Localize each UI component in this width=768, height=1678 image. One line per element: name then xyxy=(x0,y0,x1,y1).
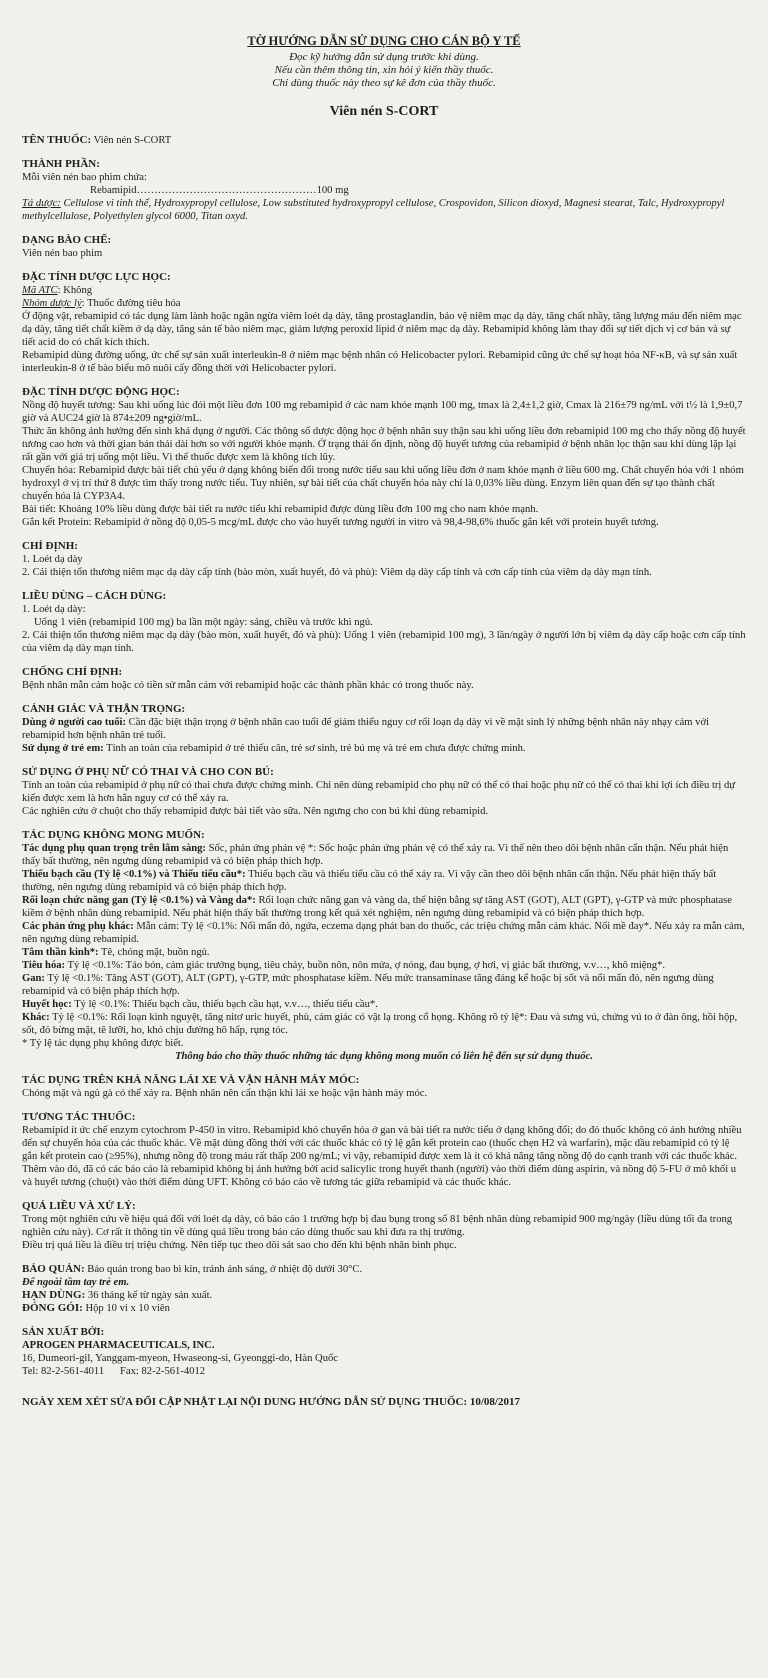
indication-1: 1. Loét dạ dày xyxy=(22,554,83,565)
excipients-label: Tá dược: xyxy=(22,198,61,209)
composition-intro: Mỗi viên nén bao phim chứa: xyxy=(22,172,147,183)
contraindications-section xyxy=(22,666,746,692)
storage-label: BẢO QUẢN: xyxy=(22,1263,85,1275)
manufacturer-section xyxy=(22,1326,746,1378)
shelf-life-label: HẠN DÙNG: xyxy=(22,1289,86,1301)
packing-text: Hộp 10 vỉ x 10 viên xyxy=(82,1303,170,1314)
excipients-text: Cellulose vi tinh thể, Hydroxypropyl cellulose, Low substituted hydroxypropyl cellulose, Crospovidon, Silicon dioxyd, Magnesi stearat, Talc, Hydroxypropyl methylcellulose, Polyethylen glycol 6000, Titan oxyd. xyxy=(22,198,725,222)
excipients xyxy=(22,197,746,223)
form-heading: DẠNG BÀO CHẾ: xyxy=(22,234,112,246)
composition-section xyxy=(22,158,746,223)
overdose-heading: QUÁ LIỀU VÀ XỬ LÝ: xyxy=(22,1200,136,1212)
adverse-9-label: Khác: xyxy=(22,1012,50,1023)
pharmacokinetics-heading: ĐẶC TÍNH DƯỢC ĐỘNG HỌC: xyxy=(22,386,180,398)
warning-children-text: Tính an toàn của rebamipid ở trẻ thiếu cân, trẻ sơ sinh, trẻ bú mẹ và trẻ em chưa được chứng minh. xyxy=(103,743,526,754)
group-value: : Thuốc đường tiêu hóa xyxy=(81,298,181,309)
pharmacokinetics-p3: Chuyển hóa: Rebamipid được bài tiết chủ yếu ở dạng không biến đổi trong nước tiểu sau khi uống liều đơn ở nam khỏe mạnh ở liều 600 mg. Chất chuyển hóa với 1 nhóm hydroxyl ở vị trí thứ 8 được tìm thấy trong nước tiểu. Tuy nhiên, sự bài tiết của chất chuyển hóa này chỉ là 0,03% liều dùng. Enzym liên quan đến sự tạo thành chất chuyển hóa là CYP3A4. xyxy=(22,465,744,502)
packing-line xyxy=(22,1302,746,1315)
dosage-section xyxy=(22,590,746,655)
overdose-p2: Điều trị quá liều là điều trị triệu chứng. Nên tiếp tục theo dõi sát sao cho đến khi bệnh nhân bình phục. xyxy=(22,1240,457,1251)
dosage-heading: LIỀU DÙNG – CÁCH DÙNG: xyxy=(22,590,167,602)
adverse-9-text: Tỷ lệ <0.1%: Rối loạn kinh nguyệt, tăng nitơ uric huyết, phù, cảm giác có vật lạ trong cổ họng. Không rõ tỷ lệ*: Đau và sưng vú, chứng vú to ở đàn ông, hồi hộp, sốt, đỏ bừng mặt, tê lưỡi, ho, khó chịu đường hô hấp, rụng tóc. xyxy=(22,1012,738,1036)
adverse-8-text: Tỷ lệ <0.1%: Thiếu bạch cầu, thiếu bạch cầu hạt, v.v…, thiếu tiểu cầu*. xyxy=(71,999,378,1010)
pharmacokinetics-p2: Thức ăn không ảnh hưởng đến sinh khả dụng ở người. Các thông số dược động học ở bệnh nhân suy thận sau khi uống liều đơn rebamipid 100 mg cho thấy nồng độ huyết tương cao hơn và thời gian bán thải dài hơn so với người khỏe mạnh. Ở trạng thái ổn định, nồng độ huyết tương của rebamipid ở bệnh nhân lọc thận sau khi dùng lặp lại rất gần với giá trị uống một liều. Vì thế thuốc được xem là không tích lũy. xyxy=(22,426,746,463)
product-title: Viên nén S-CORT xyxy=(329,104,439,119)
adverse-6-label: Tiêu hóa: xyxy=(22,960,66,971)
warnings-section xyxy=(22,703,746,755)
manufacturer-address: 16, Dumeori-gil, Yanggam-myeon, Hwaseong-si, Gyeonggi-do, Hàn Quốc xyxy=(22,1353,338,1364)
pregnancy-heading: SỬ DỤNG Ở PHỤ NỮ CÓ THAI VÀ CHO CON BÚ: xyxy=(22,766,274,778)
adverse-7-label: Gan: xyxy=(22,973,45,984)
pregnancy-p1: Tính an toàn của rebamipid ở phụ nữ có thai chưa được chứng minh. Chỉ nên dùng rebamipid cho phụ nữ có thể có thai hoặc phụ nữ có thể có thai khi lợi ích điều trị dự kiến được xem là hơn hẳn nguy cơ có thể xảy ra. xyxy=(22,780,736,804)
warning-elderly-label: Dùng ở người cao tuổi: xyxy=(22,717,127,728)
adverse-6 xyxy=(22,959,746,972)
storage-line xyxy=(22,1263,746,1276)
warning-children-label: Sử dụng ở trẻ em: xyxy=(22,743,104,754)
warnings-heading: CẢNH GIÁC VÀ THẬN TRỌNG: xyxy=(22,703,186,715)
pharmacodynamics-section xyxy=(22,271,746,375)
header-line-2: Nếu cần thêm thông tin, xin hỏi ý kiến thầy thuốc. xyxy=(274,64,494,76)
atc-value: : Không xyxy=(57,285,93,296)
adverse-2 xyxy=(22,868,746,894)
pharmacokinetics-p4: Bài tiết: Khoảng 10% liều dùng được bài tiết ra nước tiểu khi rebamipid được dùng liều đơn 100 mg cho nam khỏe mạnh. xyxy=(22,504,539,515)
adverse-9 xyxy=(22,1011,746,1037)
adverse-note: Thông báo cho thầy thuốc những tác dụng không mong muốn có liên hệ đến sự sử dụng thuốc. xyxy=(175,1051,593,1062)
drug-name-label: TÊN THUỐC: xyxy=(22,134,92,146)
adverse-3 xyxy=(22,894,746,920)
shelf-life-line xyxy=(22,1289,746,1302)
interactions-heading: TƯƠNG TÁC THUỐC: xyxy=(22,1111,136,1123)
atc-label: Mã ATC xyxy=(22,285,58,296)
pharmacokinetics-section xyxy=(22,386,746,529)
revision-date: NGÀY XEM XÉT SỬA ĐỔI CẬP NHẬT LẠI NỘI DUNG HƯỚNG DẪN SỬ DỤNG THUỐC: 10/08/2017 xyxy=(22,1396,520,1408)
adverse-4-text: Mẫn cảm: Tỷ lệ <0.1%: Nổi mẩn đỏ, ngứa, eczema dạng phát ban do thuốc, các triệu chứng mẫn cảm khác. Nổi mề đay*. Nếu xảy ra mẫn cảm, nên ngưng dùng rebamipid. xyxy=(22,921,745,945)
driving-section xyxy=(22,1074,746,1100)
adverse-6-text: Tỷ lệ <0.1%: Táo bón, cảm giác trướng bụng, tiêu chảy, buồn nôn, nôn mửa, ợ nóng, đau bụng, ợ hơi, vị giác bất thường, v.v…, khô miệng*. xyxy=(65,960,666,971)
storage-section xyxy=(22,1263,746,1315)
adverse-2-label: Thiếu bạch cầu (Tỷ lệ <0.1%) và Thiếu tiểu cầu*: xyxy=(22,869,246,880)
interactions-section xyxy=(22,1111,746,1189)
packing-label: ĐÓNG GÓI: xyxy=(22,1302,83,1314)
pharmacokinetics-p1: Nồng độ huyết tương: Sau khi uống lúc đói một liều đơn 100 mg rebamipid ở các nam khỏe mạnh 100 mg, tmax là 2,4±1,2 giờ, Cmax là 216±79 ng/mL với t½ là 1,9±0,7 giờ và AUC24 giờ là 874±209 ng•giờ/mL. xyxy=(22,400,743,424)
adverse-1 xyxy=(22,842,746,868)
leaflet-header xyxy=(22,34,746,90)
interactions-text: Rebamipid ít ức chế enzym cytochrom P-450 in vitro. Rebamipid khó chuyển hóa ở gan và bài tiết ra nước tiểu ở dạng không đổi; do đó thuốc không có ảnh hưởng nhiều đến sự chuyển hóa của các thuốc khác. Về mặt dùng đồng thời với các thuốc khác có tỷ lệ gắn kết protein cao (thuốc chẹn H2 và warfarin), mặc dầu rebamipid có tỷ lệ gắn kết protein cao (≥95%), nhưng nồng độ trong máu rất thấp 200 ng/mL; vì vậy, rebamipid được xem là ít có khả năng tăng nồng độ do cạnh tranh với các thuốc khác. Thêm vào đó, đã có các báo cáo là rebamipid không bị ảnh hưởng bởi acid salicylic trong huyết thanh (người) vào thời điểm dùng aspirin, và nồng độ 5-FU ở mô khối u và huyết tương (chuột) vào thời điểm dùng UFT. Không có báo cáo về tương tác giữa rebamipid và các thuốc khác. xyxy=(22,1125,742,1188)
manufacturer-name: APROGEN PHARMACEUTICALS, INC. xyxy=(22,1340,215,1351)
atc-line xyxy=(22,284,746,297)
adverse-8 xyxy=(22,998,746,1011)
adverse-heading: TÁC DỤNG KHÔNG MONG MUỐN: xyxy=(22,829,205,841)
adverse-section xyxy=(22,829,746,1063)
indications-section xyxy=(22,540,746,579)
composition-ingredient: Rebamipid……………………………………………100 mg xyxy=(90,185,349,196)
adverse-5-label: Tâm thần kinh*: xyxy=(22,947,99,958)
adverse-1-text: Sốc, phản ứng phản vệ *: Sốc hoặc phản ứng phản vệ có thể xảy ra. Vì thế nên theo dõi bệnh nhân cẩn thận. Nếu phát hiện thấy bất thường, nên ngưng dùng rebamipid và có biện pháp thích hợp. xyxy=(22,843,729,867)
dosage-1: 1. Loét dạ dày: xyxy=(22,604,86,615)
pharmacodynamics-heading: ĐẶC TÍNH DƯỢC LỰC HỌC: xyxy=(22,271,171,283)
drug-name-value: Viên nén S-CORT xyxy=(93,135,172,146)
contraindications-heading: CHỐNG CHỈ ĐỊNH: xyxy=(22,666,123,678)
pharmacokinetics-p5: Gắn kết Protein: Rebamipid ở nồng độ 0,05-5 mcg/mL được cho vào huyết tương người in vitro và 98,4-98,6% thuốc gắn kết với protein huyết tương. xyxy=(22,517,659,528)
shelf-life-text: 36 tháng kể từ ngày sản xuất. xyxy=(85,1290,213,1301)
adverse-8-label: Huyết học: xyxy=(22,999,72,1010)
group-line xyxy=(22,297,746,310)
warning-elderly-text: Cần đặc biệt thận trọng ở bệnh nhân cao tuổi để giảm thiểu nguy cơ rối loạn dạ dày vì về mặt sinh lý những bệnh nhân này nhạy cảm với rebamipid hơn bệnh nhân trẻ tuổi. xyxy=(22,717,710,741)
overdose-section xyxy=(22,1200,746,1252)
adverse-3-text: Rối loạn chức năng gan và vàng da, thể hiện bằng sự tăng AST (GOT), ALT (GPT), γ-GTP và mức phosphatase kiềm ở bệnh nhân dùng rebamipid. Nếu phát hiện thấy bất thường trong kết quả xét nghiệm, nên ngưng dùng rebamipid và có biện pháp thích hợp. xyxy=(22,895,732,919)
adverse-4 xyxy=(22,920,746,946)
indication-2: 2. Cải thiện tổn thương niêm mạc dạ dày cấp tính (bào mòn, xuất huyết, đỏ và phù): Viêm dạ dày cấp tính và cơn cấp tính của viêm dạ dày mạn tính. xyxy=(22,567,652,578)
adverse-4-label: Các phản ứng phụ khác: xyxy=(22,921,134,932)
overdose-p1: Trong một nghiên cứu về hiệu quả đối với loét dạ dày, có báo cáo 1 trường hợp bị đau bụng trong số 81 bệnh nhân dùng rebamipid 900 mg/ngày (liều dùng tối đa trong nghiên cứu này). Cơ rất ít thông tin về dùng quá liều trong báo cáo dùng thuốc sau khi đưa ra thị trường. xyxy=(22,1214,733,1238)
dosage-2: 2. Cải thiện tổn thương niêm mạc dạ dày (bào mòn, xuất huyết, đỏ và phù): Uống 1 viên (rebamipid 100 mg), 3 lần/ngày ở người lớn bị viêm dạ dày cấp hoặc cơn cấp tính của viêm dạ dày mạn tính. xyxy=(22,630,746,654)
drug-name-section xyxy=(22,134,746,147)
contraindications-text: Bệnh nhân mẫn cảm hoặc có tiền sử mẫn cảm với rebamipid hoặc các thành phần khác có trong thuốc này. xyxy=(22,680,474,691)
adverse-3-label: Rối loạn chức năng gan (Tỷ lệ <0.1%) và Vàng da*: xyxy=(22,895,256,906)
driving-heading: TÁC DỤNG TRÊN KHẢ NĂNG LÁI XE VÀ VẬN HÀNH MÁY MÓC: xyxy=(22,1074,360,1086)
header-line-1: Đọc kỹ hướng dẫn sử dụng trước khi dùng. xyxy=(289,51,479,63)
manufacturer-contact: Tel: 82-2-561-4011 Fax: 82-2-561-4012 xyxy=(22,1366,206,1377)
pregnancy-p2: Các nghiên cứu ở chuột cho thấy rebamipid được bài tiết vào sữa. Nên ngưng cho con bú khi dùng rebamipid. xyxy=(22,806,489,817)
pharmacodynamics-p2: Rebamipid dùng đường uống, ức chế sự sản xuất interleukin-8 ở niêm mạc bệnh nhân có Helicobacter pylori. Rebamipid cũng ức chế sự hoạt hóa NF-κB, và sự sản xuất interleukin-8 ở tế bào biểu mô nuôi cấy đồng thời với Helicobacter pylori. xyxy=(22,350,738,374)
pregnancy-section xyxy=(22,766,746,818)
adverse-7 xyxy=(22,972,746,998)
adverse-7-text: Tỷ lệ <0.1%: Tăng AST (GOT), ALT (GPT), γ-GTP, mức phosphatase kiềm. Nếu mức transaminase tăng đáng kể hoặc bị sốt và nổi mẩn đỏ, nên ngưng dùng rebamipid và có biện pháp thích hợp. xyxy=(22,973,714,997)
adverse-footnote: * Tỷ lệ tác dụng phụ không được biết. xyxy=(22,1038,184,1049)
pharmacodynamics-p1: Ở động vật, rebamipid có tác dụng làm lành hoặc ngăn ngừa viêm loét dạ dày, tăng prostaglandin, bảo vệ niêm mạc dạ dày, tăng chất nhầy, tăng lượng máu đến niêm mạc dạ dày, tăng tiết chất kiềm ở dạ dày, tăng sản tế bào niêm mạc, giảm lượng peroxid lipid ở niêm mạc dạ dày. Rebamipid không làm thay đổi sự tiết dịch vị cơ bản và sự tiết acid do có chất kích thích. xyxy=(22,311,742,348)
form-value: Viên nén bao phim xyxy=(22,248,103,259)
storage-note: Để ngoài tầm tay trẻ em. xyxy=(22,1277,130,1288)
dosage-1-detail: Uống 1 viên (rebamipid 100 mg) ba lần một ngày: sáng, chiều và trước khi ngủ. xyxy=(34,617,373,628)
adverse-2-text: Thiếu bạch cầu và thiếu tiểu cầu có thể xảy ra. Vì vậy cần theo dõi bệnh nhân cẩn thận. Nếu phát hiện thấy bất thường, nên ngưng dùng rebamipid và có biện pháp thích hợp. xyxy=(22,869,717,893)
adverse-5 xyxy=(22,946,746,959)
warning-children xyxy=(22,742,746,755)
driving-text: Chóng mặt và ngủ gà có thể xảy ra. Bệnh nhân nên cẩn thận khi lái xe hoặc vận hành máy móc. xyxy=(22,1088,428,1099)
group-label: Nhóm dược lý xyxy=(22,298,82,309)
adverse-5-text: Tê, chóng mặt, buồn ngủ. xyxy=(98,947,210,958)
storage-text: Bảo quản trong bao bì kín, tránh ánh sáng, ở nhiệt độ dưới 30°C. xyxy=(84,1264,363,1275)
indications-heading: CHỈ ĐỊNH: xyxy=(22,540,78,552)
manufacturer-heading: SẢN XUẤT BỞI: xyxy=(22,1326,105,1338)
warning-elderly xyxy=(22,716,746,742)
leaflet-header-title: TỜ HƯỚNG DẪN SỬ DỤNG CHO CÁN BỘ Y TẾ xyxy=(247,34,521,48)
adverse-1-label: Tác dụng phụ quan trọng trên lâm sàng: xyxy=(22,843,206,854)
composition-heading: THÀNH PHẦN: xyxy=(22,158,100,170)
header-line-3: Chỉ dùng thuốc này theo sự kê đơn của thầy thuốc. xyxy=(272,77,496,89)
form-section xyxy=(22,234,746,260)
